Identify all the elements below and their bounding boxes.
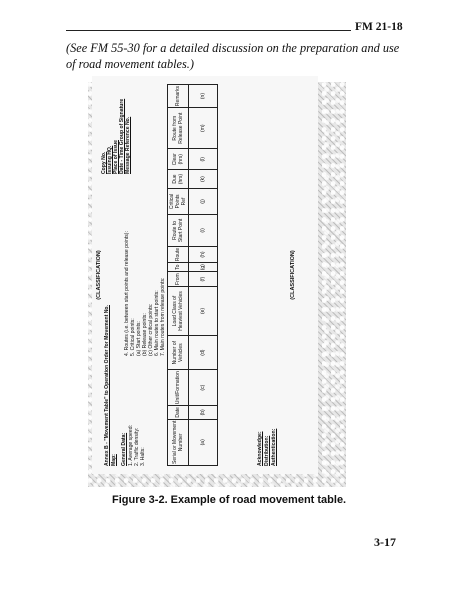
copy-block-line: Place of Issue <box>113 140 119 174</box>
general-data-item: 5. Critical points: <box>130 318 136 356</box>
road-movement-form <box>92 76 318 474</box>
table-header-cell: Date <box>168 406 189 420</box>
general-data-item: (b) Release points: <box>142 313 148 356</box>
general-data-list <box>128 425 146 466</box>
auth-line: Distribution: <box>264 435 270 466</box>
general-data-item: 4. Routes (i.e. between start points and release points): <box>124 231 130 356</box>
copy-block <box>101 99 131 174</box>
auth-line: Acknowledge: <box>257 431 263 466</box>
table-cell: (h) <box>189 246 218 262</box>
table-cell: (b) <box>189 406 218 420</box>
table-cell: (f) <box>189 272 218 287</box>
table-header-cell: Serial or Movement Number <box>168 419 189 465</box>
general-data-item: 7. Main routes from release points: <box>160 277 166 356</box>
table-header-cell: Remarks <box>168 85 189 108</box>
copy-block-line: Copy No. <box>101 151 107 174</box>
table-header-cell: Load Class of Heaviest Vehicles <box>168 286 189 335</box>
table-cell: (c) <box>189 370 218 406</box>
table-header-cell: From <box>168 272 189 287</box>
table-cell: (a) <box>189 419 218 465</box>
general-data-item: (a) Start points: <box>136 321 142 356</box>
general-data-list-2 <box>124 231 166 356</box>
table-cell: (e) <box>189 286 218 335</box>
authentication-block <box>257 429 278 466</box>
sub-header: Ref <box>181 197 187 206</box>
table-header-cell: Unit/Formation <box>168 370 189 406</box>
intro-text: (See FM 55-30 for a detailed discussion on the preparation and use of road movement tables.) <box>66 41 400 71</box>
table-header-row <box>168 85 189 466</box>
copy-block-line: Message Reference No. <box>125 116 131 174</box>
table-cell: (g) <box>189 263 218 272</box>
header-rule <box>66 30 351 31</box>
table-header-cell: Route from Release Point <box>168 108 189 149</box>
general-data-item: 2. Traffic density: <box>134 427 140 466</box>
table-cell: (n) <box>189 85 218 108</box>
general-data-item: 1. Average speed: <box>128 425 134 466</box>
figure-caption: Figure 3-2. Example of road movement table. <box>112 494 347 506</box>
copy-block-line: Date - Time Group of Signature <box>119 98 125 174</box>
classification-bottom: (CLASSIFICATION) <box>290 250 296 300</box>
table-cell: (i) <box>189 215 218 247</box>
auth-line: Authentication: <box>271 428 277 466</box>
general-data-item: 3. Halts: <box>140 447 146 466</box>
general-data-item: 6. Main routes to start points: <box>154 290 160 356</box>
table-row <box>189 85 218 466</box>
table-header-cell: Clear (hrs) <box>168 149 189 170</box>
map-label: Map: <box>111 454 117 466</box>
table-cell: (k) <box>189 170 218 189</box>
classification-top: (CLASSIFICATION) <box>96 250 102 300</box>
table-cell: (l) <box>189 149 218 170</box>
annex-title: Annex B - "Movement Table" to Operation Order for Movement No. <box>104 305 110 466</box>
table-cell: (j) <box>189 188 218 214</box>
copy-block-line: Issuing HQ. <box>107 145 113 174</box>
group-header: Critical Points <box>169 193 181 210</box>
table-header-cell: To <box>168 263 189 272</box>
page-number: 3-17 <box>374 535 396 549</box>
table-header-cell <box>168 188 189 214</box>
general-data-title: General Data: <box>121 432 127 466</box>
table-header-cell: Number of Vehicles <box>168 336 189 370</box>
table-cell: (m) <box>189 108 218 149</box>
general-data-item: (c) Other critical points: <box>148 303 154 356</box>
table-cell: (d) <box>189 336 218 370</box>
table-header-cell: Due (hrs) <box>168 170 189 189</box>
manual-id: FM 21-18 <box>355 21 403 33</box>
table-header-cell: Route <box>168 246 189 262</box>
road-movement-table <box>167 84 218 466</box>
table-header-cell: Route to Start Point <box>168 215 189 247</box>
